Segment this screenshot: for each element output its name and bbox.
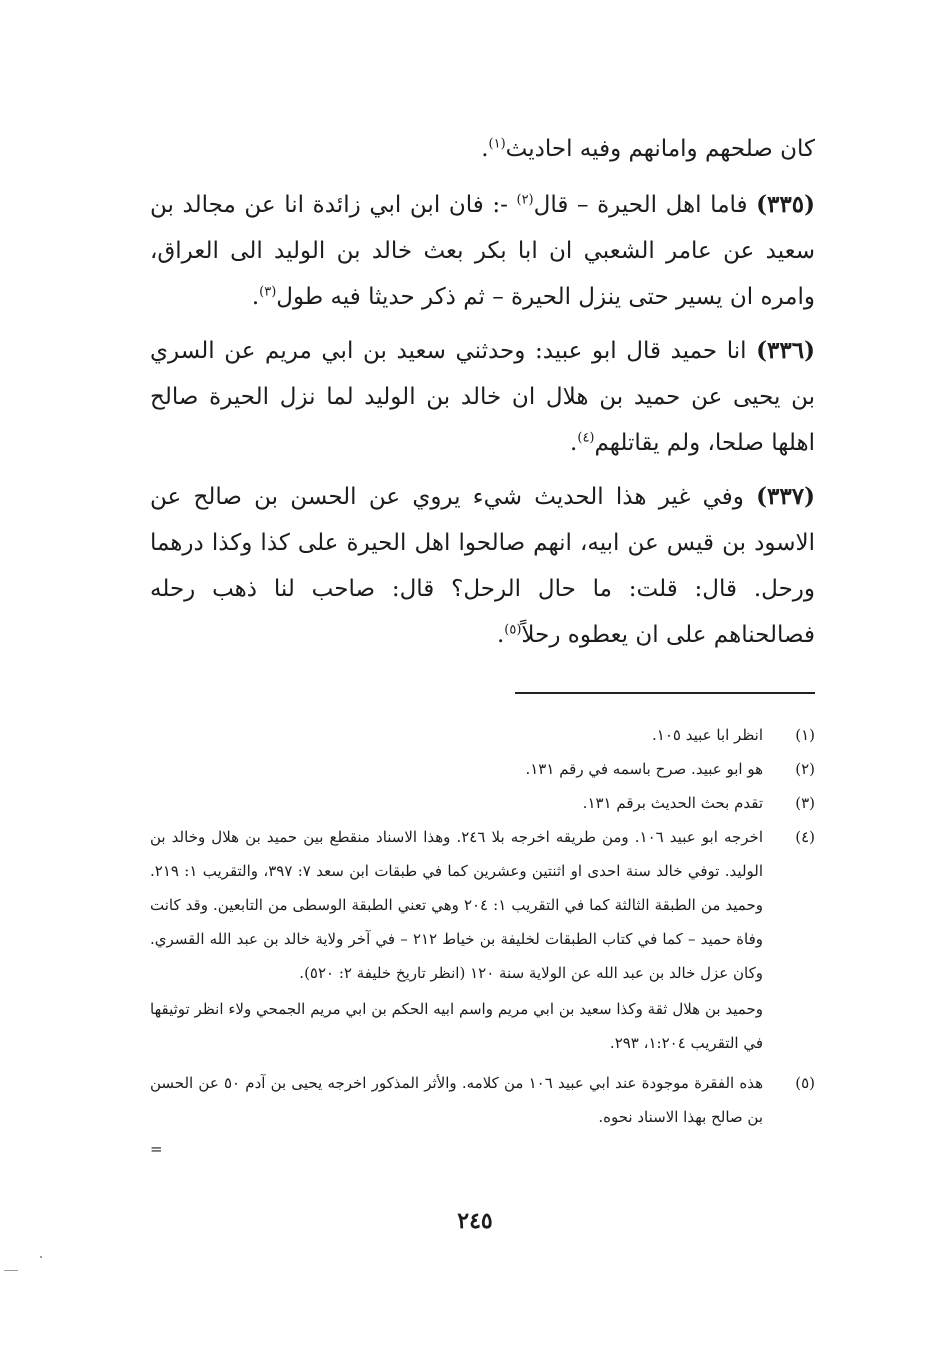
paragraph-336 xyxy=(150,328,815,466)
footnote-separator xyxy=(515,692,815,694)
main-text xyxy=(150,126,815,666)
footnote-ref: (٥) xyxy=(504,622,522,638)
footnote-1 xyxy=(150,718,815,752)
paragraph-text: انا حميد قال ابو عبيد: وحدثني سعيد بن ابي مريم عن السري بن يحيى عن حميد بن هلال ان خالد بن الوليد لما نزل الحيرة صالح اهلها صلحا، ولم يقاتلهم xyxy=(150,338,815,456)
paragraph-tail: . xyxy=(570,430,578,456)
footnote-label: (٢) xyxy=(795,760,815,778)
footnote-5 xyxy=(150,1066,815,1164)
footnote-ref: (٣) xyxy=(259,284,277,300)
paragraph-text: كان صلحهم وامانهم وفيه احاديث xyxy=(505,136,815,162)
paragraph-number: (٣٣٧) xyxy=(756,483,815,510)
footnote-ref: (١) xyxy=(488,136,506,152)
paragraph-number: (٣٣٦) xyxy=(756,337,815,364)
continuation-mark: = xyxy=(150,1140,163,1158)
paragraph-337 xyxy=(150,474,815,658)
paragraph-text-cont: -: فان ابن ابي زائدة انا عن مجالد بن سعيد عن عامر الشعبي ان ابا بكر بعث خالد بن الوليد الى العراق، وامره ان يسير حتى ينزل الحيرة – ثم ذكر حديثا فيه طول xyxy=(150,192,815,310)
paragraph-text: وفي غير هذا الحديث شيء يروي عن الحسن بن صالح عن الاسود بن قيس عن ابيه، انهم صالحوا اهل الحيرة على كذا وكذا درهما ورحل. قال: قلت: ما حال الرحل؟ قال: صاحب لنا ذهب رحله فصالحناهم على ان يعطوه رحلاً xyxy=(150,484,815,648)
scan-mark xyxy=(40,1256,42,1258)
footnote-3 xyxy=(150,786,815,820)
footnote-label: (٤) xyxy=(795,828,815,846)
footnote-4 xyxy=(150,820,815,990)
page-number: ٢٤٥ xyxy=(457,1208,493,1234)
footnote-text: هو ابو عبيد. صرح باسمه في رقم ١٣١. xyxy=(525,760,763,778)
footnote-text: وحميد بن هلال ثقة وكذا سعيد بن ابي مريم واسم ابيه الحكم بن ابي مريم الجمحي ولاء انظر توثيقها في التقريب ١:٢٠٤، ٢٩٣. xyxy=(150,1000,763,1052)
scan-mark xyxy=(4,1270,18,1271)
footnote-text: اخرجه ابو عبيد ١٠٦. ومن طريقه اخرجه بلا ٢٤٦. وهذا الاسناد منقطع بين حميد بن هلال وخالد بن الوليد. توفي خالد سنة احدى او اثنتين وعشرين كما في طبقات ابن سعد ٧: ٣٩٧، والتقريب ١: ٢١٩. وحميد من الطبقة الثالثة كما في التقريب ١: ٢٠٤ وهي تعني الطبقة الوسطى من التابعين. وقد كانت وفاة حميد – كما في كتاب الطبقات لخليفة بن خياط ٢١٢ – في آخر ولاية خالد بن عبد الله القسري. وكان عزل خالد بن عبد الله عن الولاية سنة ١٢٠ (انظر تاريخ خليفة ٢: ٥٢٠). xyxy=(150,828,763,982)
paragraph-text: فاما اهل الحيرة – قال xyxy=(533,192,757,218)
footnote-label: (٥) xyxy=(795,1074,815,1092)
paragraph-335 xyxy=(150,182,815,320)
paragraph-intro xyxy=(150,126,815,172)
footnote-text: هذه الفقرة موجودة عند ابي عبيد ١٠٦ من كلامه. والأثر المذكور اخرجه يحيى بن آدم ٥٠ عن الحسن بن صالح بهذا الاسناد نحوه. xyxy=(150,1074,764,1126)
footnote-label: (٣) xyxy=(795,794,815,812)
footnote-4-continued xyxy=(150,992,815,1060)
footnote-ref: (٤) xyxy=(577,430,595,446)
footnote-text: تقدم بحث الحديث برقم ١٣١. xyxy=(582,794,763,812)
paragraph-tail: . xyxy=(496,622,505,648)
paragraph-number: (٣٣٥) xyxy=(756,191,815,218)
footnote-body xyxy=(150,1066,763,1164)
paragraph-tail: . xyxy=(481,136,489,162)
footnote-text: انظر ابا عبيد ١٠٥. xyxy=(652,726,763,744)
footnote-label: (١) xyxy=(795,726,815,744)
footnotes xyxy=(150,718,815,1164)
footnote-2 xyxy=(150,752,815,786)
footnote-ref: (٢) xyxy=(516,192,534,208)
paragraph-tail: . xyxy=(251,284,260,310)
